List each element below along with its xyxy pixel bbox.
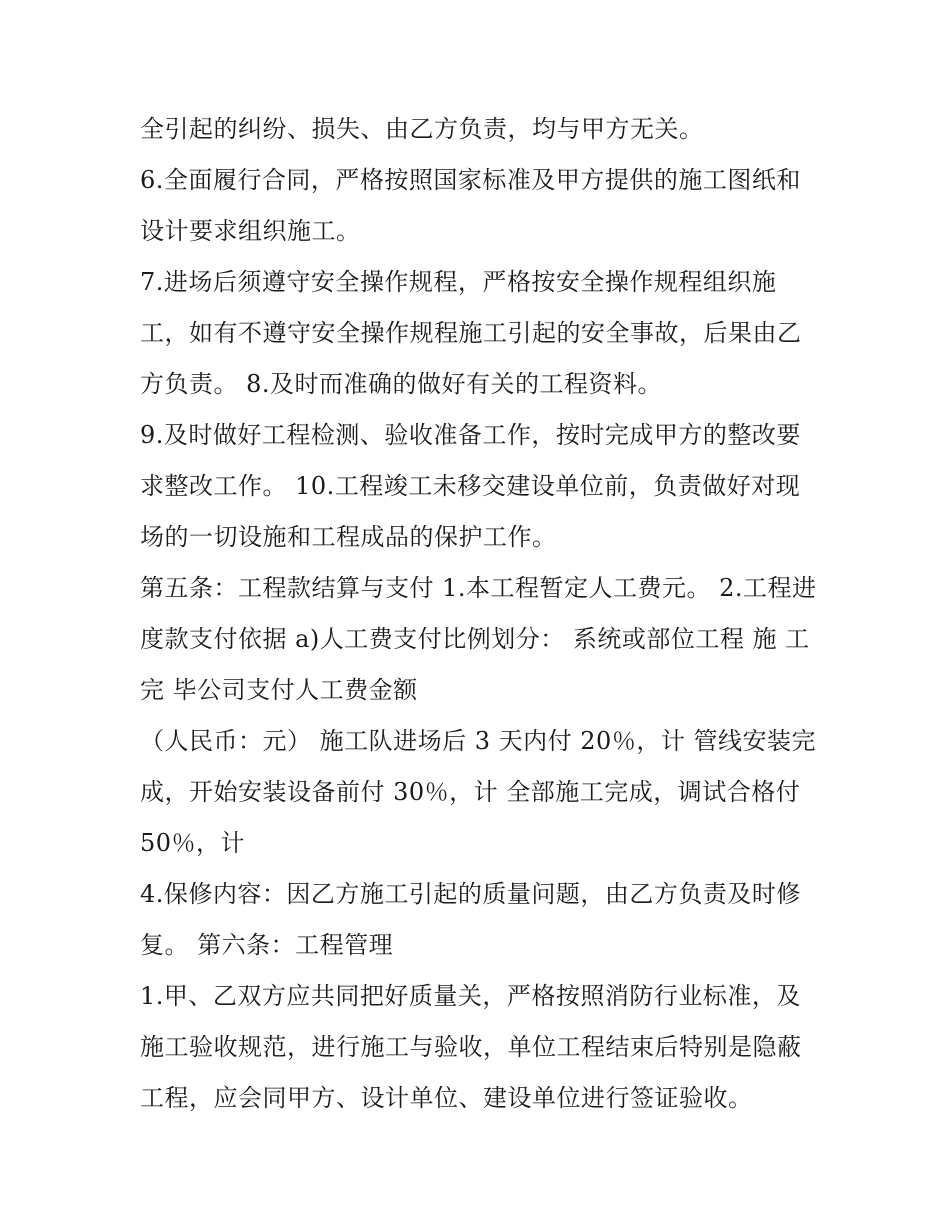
text-line-1: 全引起的纠纷、损失、由乙方负责，均与甲方无关。: [140, 115, 704, 143]
text-line-17: 复。 第六条：工程管理: [140, 931, 394, 959]
text-line-15: 50％，计: [140, 829, 246, 857]
text-line-19: 施工验收规范，进行施工与验收，单位工程结束后特别是隐蔽: [140, 1033, 802, 1061]
text-line-18: 1.甲、乙双方应共同把好质量关，严格按照消防行业标准，及: [140, 982, 801, 1010]
text-line-13: （人民币：元） 施工队进场后 3 天内付 20％，计 管线安装完: [140, 727, 816, 755]
text-line-10: 第五条：工程款结算与支付 1.本工程暂定人工费元。 2.工程进: [140, 574, 817, 602]
text-line-3: 设计要求组织施工。: [140, 217, 361, 245]
text-line-6: 方负责。 8.及时而准确的做好有关的工程资料。: [140, 370, 663, 398]
text-line-7: 9.及时做好工程检测、验收准备工作，按时完成甲方的整改要: [140, 421, 801, 449]
text-line-2: 6.全面履行合同，严格按照国家标准及甲方提供的施工图纸和: [140, 166, 801, 194]
text-line-14: 成，开始安装设备前付 30％，计 全部施工完成，调试合格付: [140, 778, 801, 806]
text-line-12: 完 毕公司支付人工费金额: [140, 676, 418, 704]
text-line-8: 求整改工作。 10.工程竣工未移交建设单位前，负责做好对现: [140, 472, 801, 500]
text-line-11: 度款支付依据 a)人工费支付比例划分： 系统或部位工程 施 工: [140, 625, 810, 653]
text-line-4: 7.进场后须遵守安全操作规程，严格按安全操作规程组织施: [140, 268, 777, 296]
text-line-20: 工程，应会同甲方、设计单位、建设单位进行签证验收。: [140, 1084, 753, 1112]
text-line-9: 场的一切设施和工程成品的保护工作。: [140, 523, 557, 551]
text-line-5: 工，如有不遵守安全操作规程施工引起的安全事故，后果由乙: [140, 319, 802, 347]
text-line-16: 4.保修内容：因乙方施工引起的质量问题，由乙方负责及时修: [140, 880, 801, 908]
